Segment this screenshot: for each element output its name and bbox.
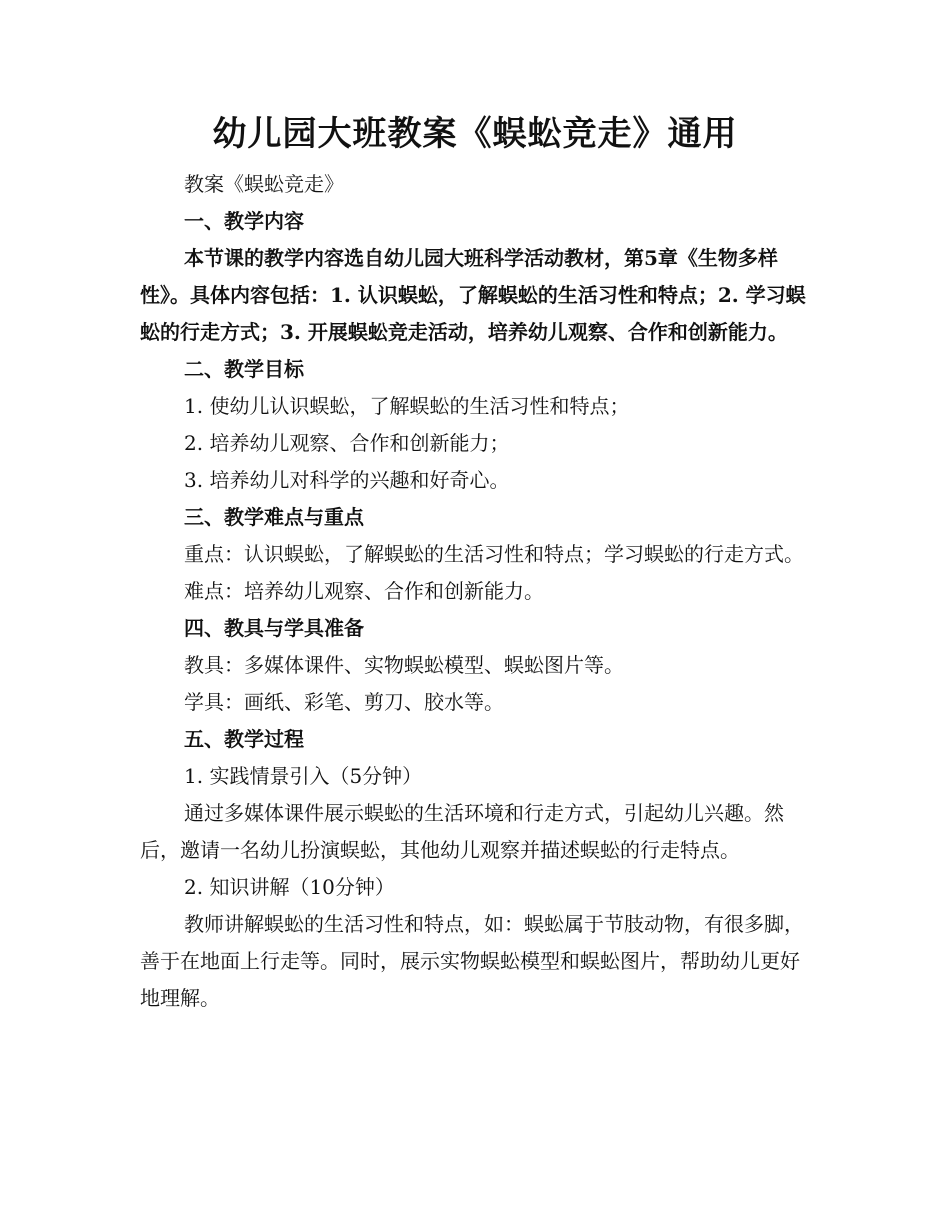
process-step-1-text: 通过多媒体课件展示蜈蚣的生活环境和行走方式，引起幼儿兴趣。然后，邀请一名幼儿扮演蜈蚣，其他幼儿观察并描述蜈蚣的行走特点。 [140, 801, 784, 862]
section-heading-materials: 四、教具与学具准备 [184, 616, 364, 640]
section-heading-teaching-goals: 二、教学目标 [184, 357, 304, 381]
teacher-materials: 教具：多媒体课件、实物蜈蚣模型、蜈蚣图片等。 [184, 653, 624, 677]
student-materials: 学具：画纸、彩笔、剪刀、胶水等。 [184, 690, 504, 714]
goal-item-2: 2. 培养幼儿观察、合作和创新能力； [184, 431, 510, 455]
process-step-2-heading: 2. 知识讲解（10分钟） [184, 875, 395, 899]
lesson-subtitle: 教案《蜈蚣竞走》 [184, 172, 344, 196]
goal-item-1: 1. 使幼儿认识蜈蚣，了解蜈蚣的生活习性和特点； [184, 394, 630, 418]
key-points-paragraph: 重点：认识蜈蚣，了解蜈蚣的生活习性和特点；学习蜈蚣的行走方式。 [184, 542, 804, 566]
difficulty-paragraph: 难点：培养幼儿观察、合作和创新能力。 [184, 579, 544, 603]
teaching-content-paragraph: 本节课的教学内容选自幼儿园大班科学活动教材，第5章《生物多样性》。具体内容包括：1. 认识蜈蚣，了解蜈蚣的生活习性和特点；2. 学习蜈蚣的行走方式；3. 开展蜈蚣竞走活动，培养幼儿观察、合作和创新能力。 [140, 246, 806, 344]
section-heading-process: 五、教学过程 [184, 727, 304, 751]
document-title: 幼儿园大班教案《蜈蚣竞走》通用 [212, 114, 738, 154]
goal-item-3: 3. 培养幼儿对科学的兴趣和好奇心。 [184, 468, 510, 492]
process-step-1-heading: 1. 实践情景引入（5分钟） [184, 764, 423, 788]
section-heading-teaching-content: 一、教学内容 [184, 209, 304, 233]
process-step-2-text: 教师讲解蜈蚣的生活习性和特点，如：蜈蚣属于节肢动物，有很多脚，善于在地面上行走等。同时，展示实物蜈蚣模型和蜈蚣图片，帮助幼儿更好地理解。 [140, 912, 804, 1010]
document-body [140, 166, 812, 1017]
section-heading-difficulties: 三、教学难点与重点 [184, 505, 364, 529]
